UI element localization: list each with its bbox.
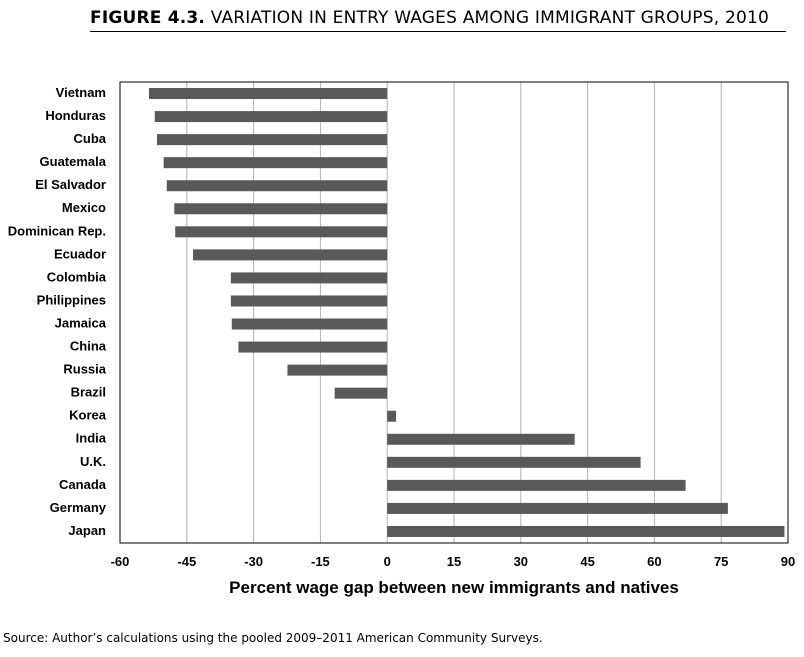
category-label: Germany (49, 499, 106, 515)
source-note: Source: Author’s calculations using the pooled 2009–2011 American Community Surveys. (3, 631, 543, 645)
bar-china (238, 342, 387, 353)
bar-canada (387, 480, 685, 491)
category-label: U.K. (80, 453, 106, 469)
x-tick-label: 60 (647, 554, 662, 569)
bar-russia (287, 365, 387, 376)
category-label: Guatemala (39, 154, 106, 170)
category-label: Japan (68, 522, 106, 538)
category-label: Colombia (46, 269, 106, 285)
x-tick-label: -45 (177, 554, 197, 569)
x-tick-label: 0 (383, 554, 391, 569)
category-label: El Salvador (35, 177, 106, 193)
category-label: Canada (59, 476, 106, 492)
x-tick-label: 90 (780, 554, 796, 569)
bar-honduras (155, 111, 387, 122)
x-tick-label: -30 (244, 554, 263, 569)
x-axis-label: Percent wage gap between new immigrants and natives (229, 578, 679, 597)
x-tick-label: 15 (446, 554, 462, 569)
category-label: Russia (63, 361, 106, 377)
bar-jamaica (232, 319, 387, 330)
bar-colombia (231, 272, 387, 283)
bar-el-salvador (167, 180, 387, 191)
bar-japan (387, 526, 784, 537)
bar-brazil (335, 388, 388, 399)
x-tick-label: -15 (311, 554, 330, 569)
category-label: Honduras (45, 108, 106, 124)
category-label: Dominican Rep. (7, 223, 106, 239)
category-label: Vietnam (55, 84, 106, 100)
bar-vietnam (149, 88, 387, 99)
bar-india (387, 434, 574, 445)
bar-korea (387, 411, 396, 422)
category-label: Brazil (70, 384, 106, 400)
category-labels (8, 85, 107, 538)
bar-mexico (174, 203, 387, 214)
category-label: India (75, 430, 106, 446)
figure-title-text: VARIATION IN ENTRY WAGES AMONG IMMIGRANT GROUPS, 2010 (210, 8, 770, 28)
x-tick-labels (111, 554, 796, 569)
x-tick-label: -60 (110, 554, 130, 569)
category-label: China (69, 338, 106, 354)
category-label: Mexico (61, 200, 106, 216)
category-label: Korea (69, 407, 106, 423)
category-label: Jamaica (54, 315, 106, 331)
category-label: Ecuador (53, 246, 106, 262)
bar-germany (387, 503, 728, 514)
x-tick-label: 75 (713, 554, 729, 569)
bar-dominican-rep (175, 226, 387, 237)
bar-guatemala (164, 157, 388, 168)
bar-philippines (231, 295, 387, 306)
bar-u-k (387, 457, 640, 468)
bar-ecuador (193, 249, 387, 260)
category-label: Philippines (36, 292, 106, 308)
figure-label: FIGURE 4.3. (90, 8, 206, 28)
category-label: Cuba (73, 131, 106, 147)
grid-lines (187, 82, 721, 543)
x-tick-label: 30 (513, 554, 529, 569)
bar-cuba (157, 134, 387, 145)
x-tick-label: 45 (580, 554, 595, 569)
bars (149, 88, 784, 537)
